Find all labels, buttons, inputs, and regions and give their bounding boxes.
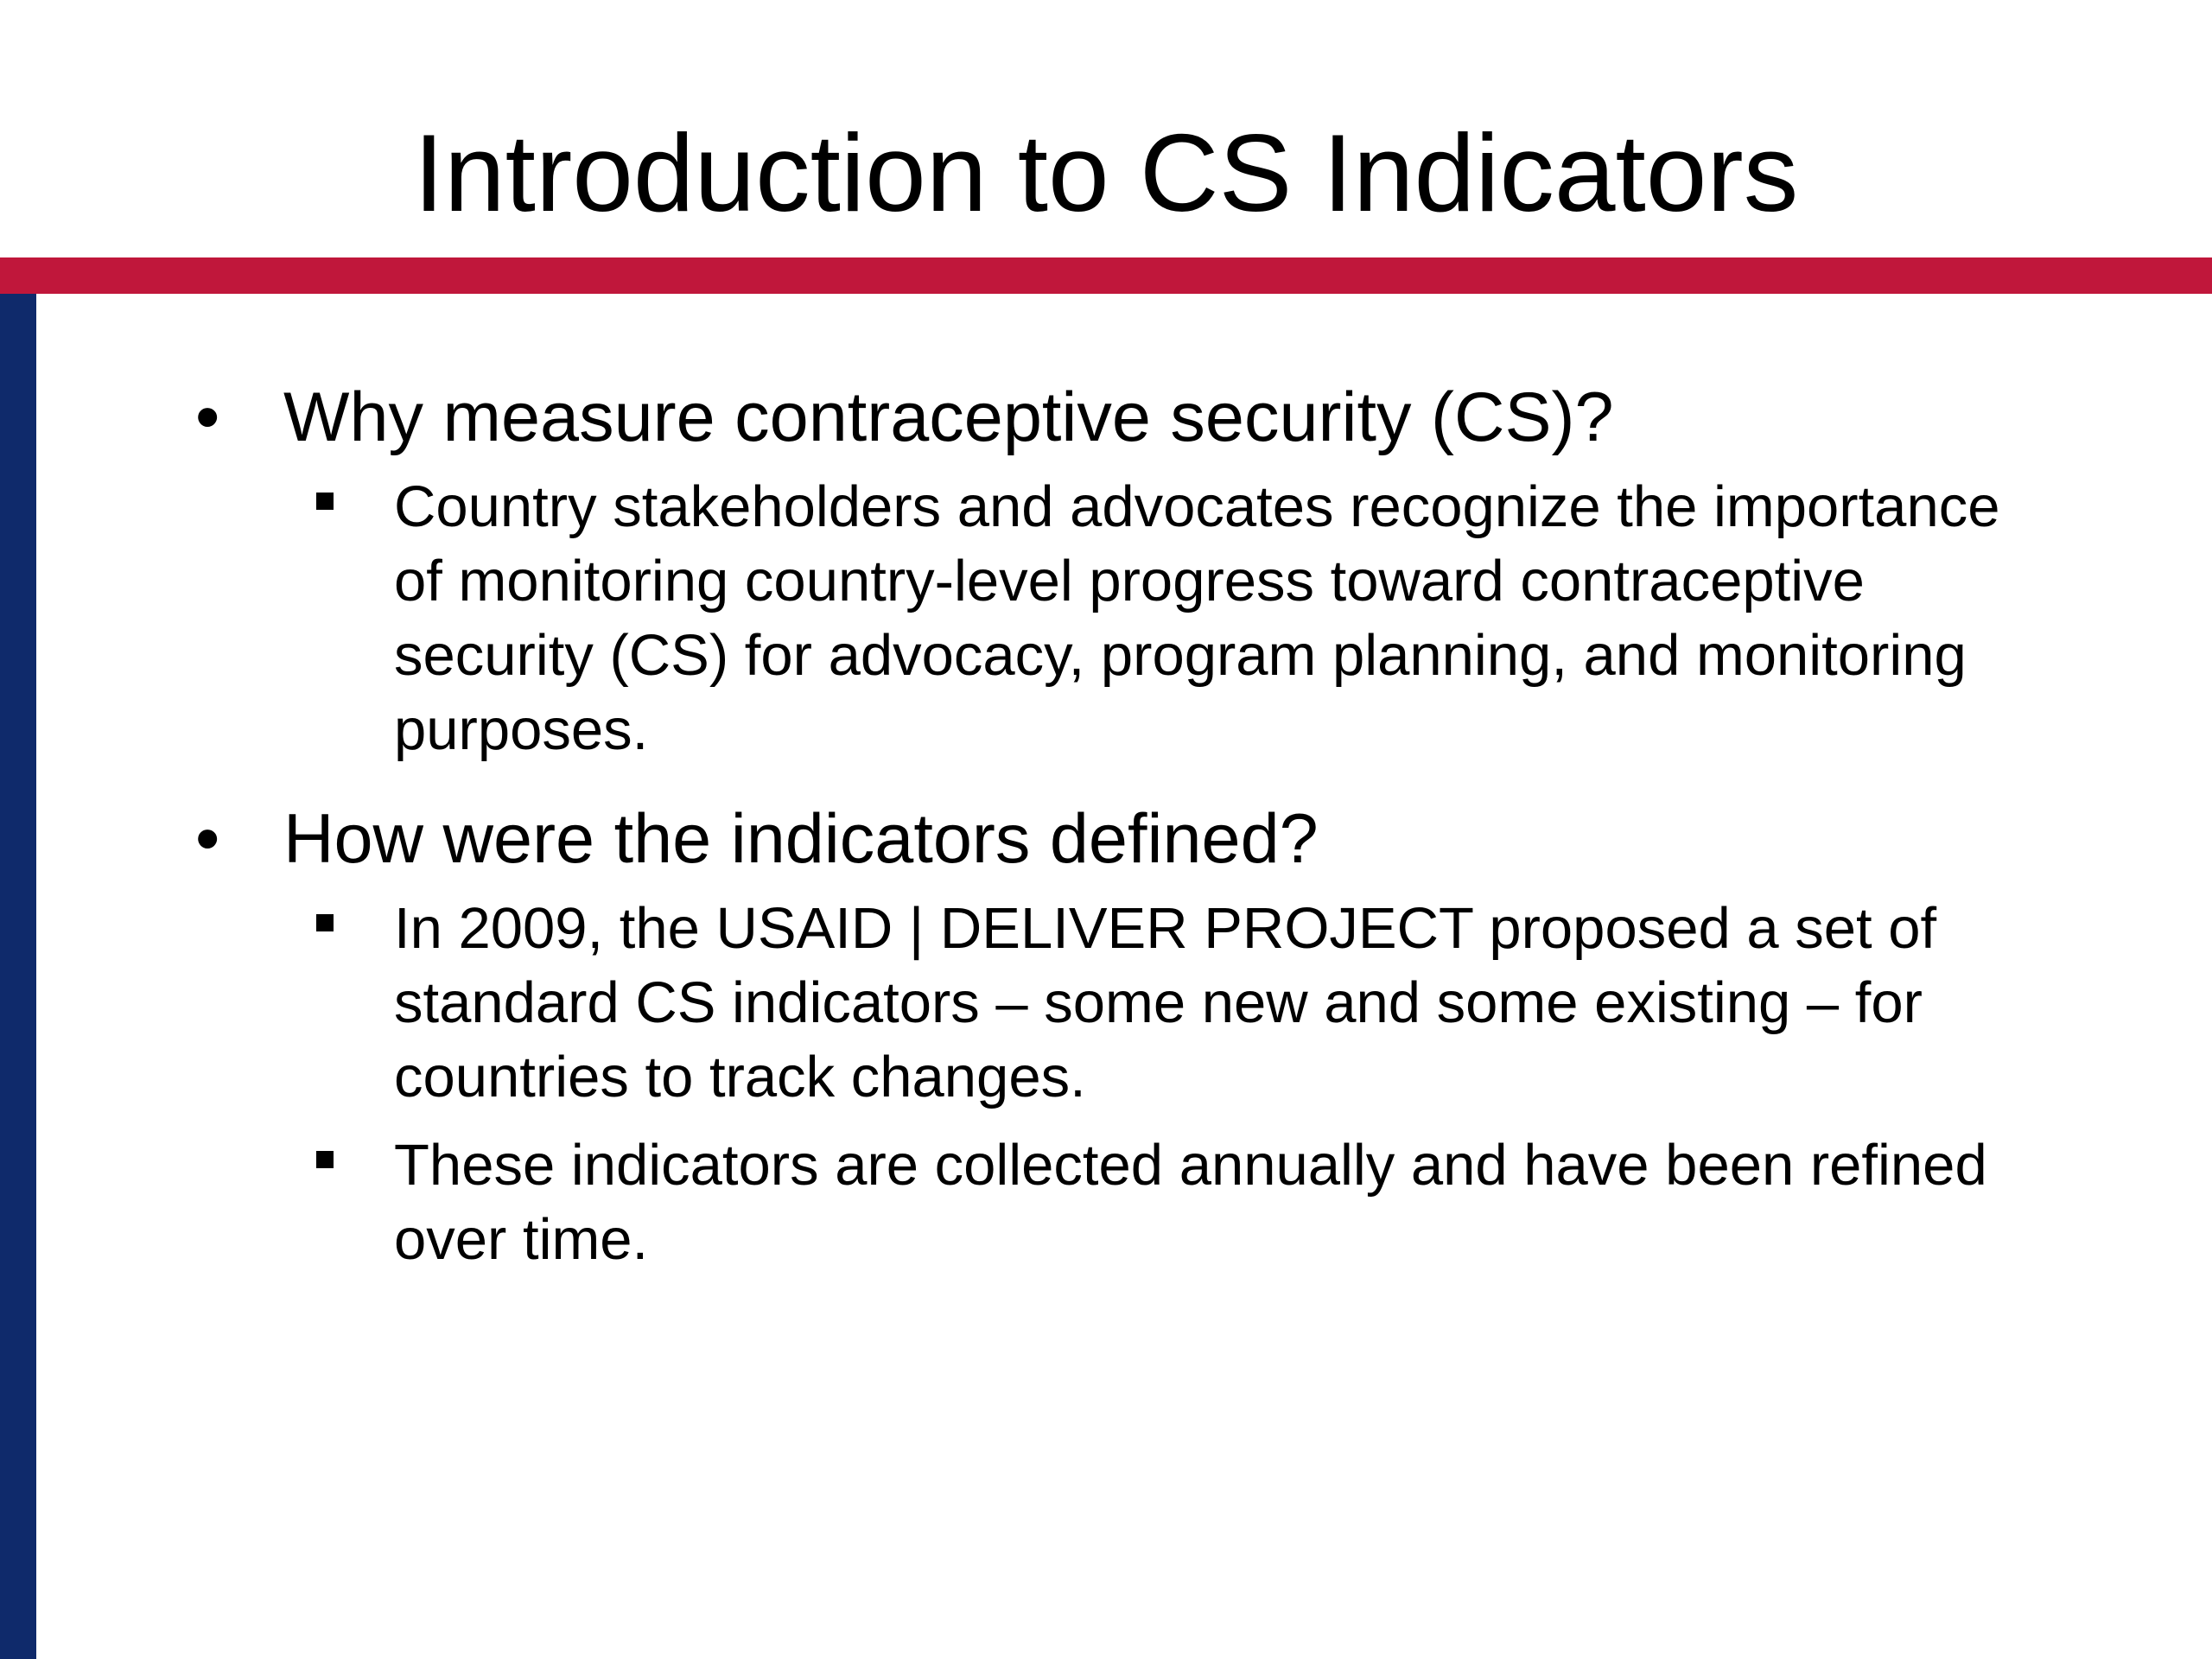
bullet-item [0, 793, 2212, 885]
round-bullet-icon: • [195, 800, 220, 878]
sub-bullet-item [0, 892, 2036, 1115]
bullet-list [0, 372, 2212, 1277]
square-bullet-icon [316, 914, 334, 931]
sub-bullet-item [0, 470, 2036, 767]
sub-bullet-text: In 2009, the USAID | DELIVER PROJECT proposed a set of standard CS indicators – some new and some existing – for countries to track changes. [394, 896, 1937, 1109]
bullet-item [0, 372, 2212, 463]
round-bullet-icon: • [195, 378, 220, 456]
bullet-text: How were the indicators defined? [283, 800, 1319, 878]
square-bullet-icon [316, 1151, 334, 1168]
slide-title: Introduction to CS Indicators [413, 111, 1799, 234]
sub-bullet-text: These indicators are collected annually and have been refined over time. [394, 1133, 1987, 1272]
bullet-text: Why measure contraceptive security (CS)? [283, 378, 1614, 456]
title-accent-bar [0, 257, 2212, 294]
square-bullet-icon [316, 493, 334, 510]
sub-bullet-item [0, 1128, 2036, 1277]
sub-bullet-text: Country stakeholders and advocates recognize the importance of monitoring country-level progress toward contraceptive security (CS) for advocacy, program planning, and monitoring purposes. [394, 474, 2000, 762]
